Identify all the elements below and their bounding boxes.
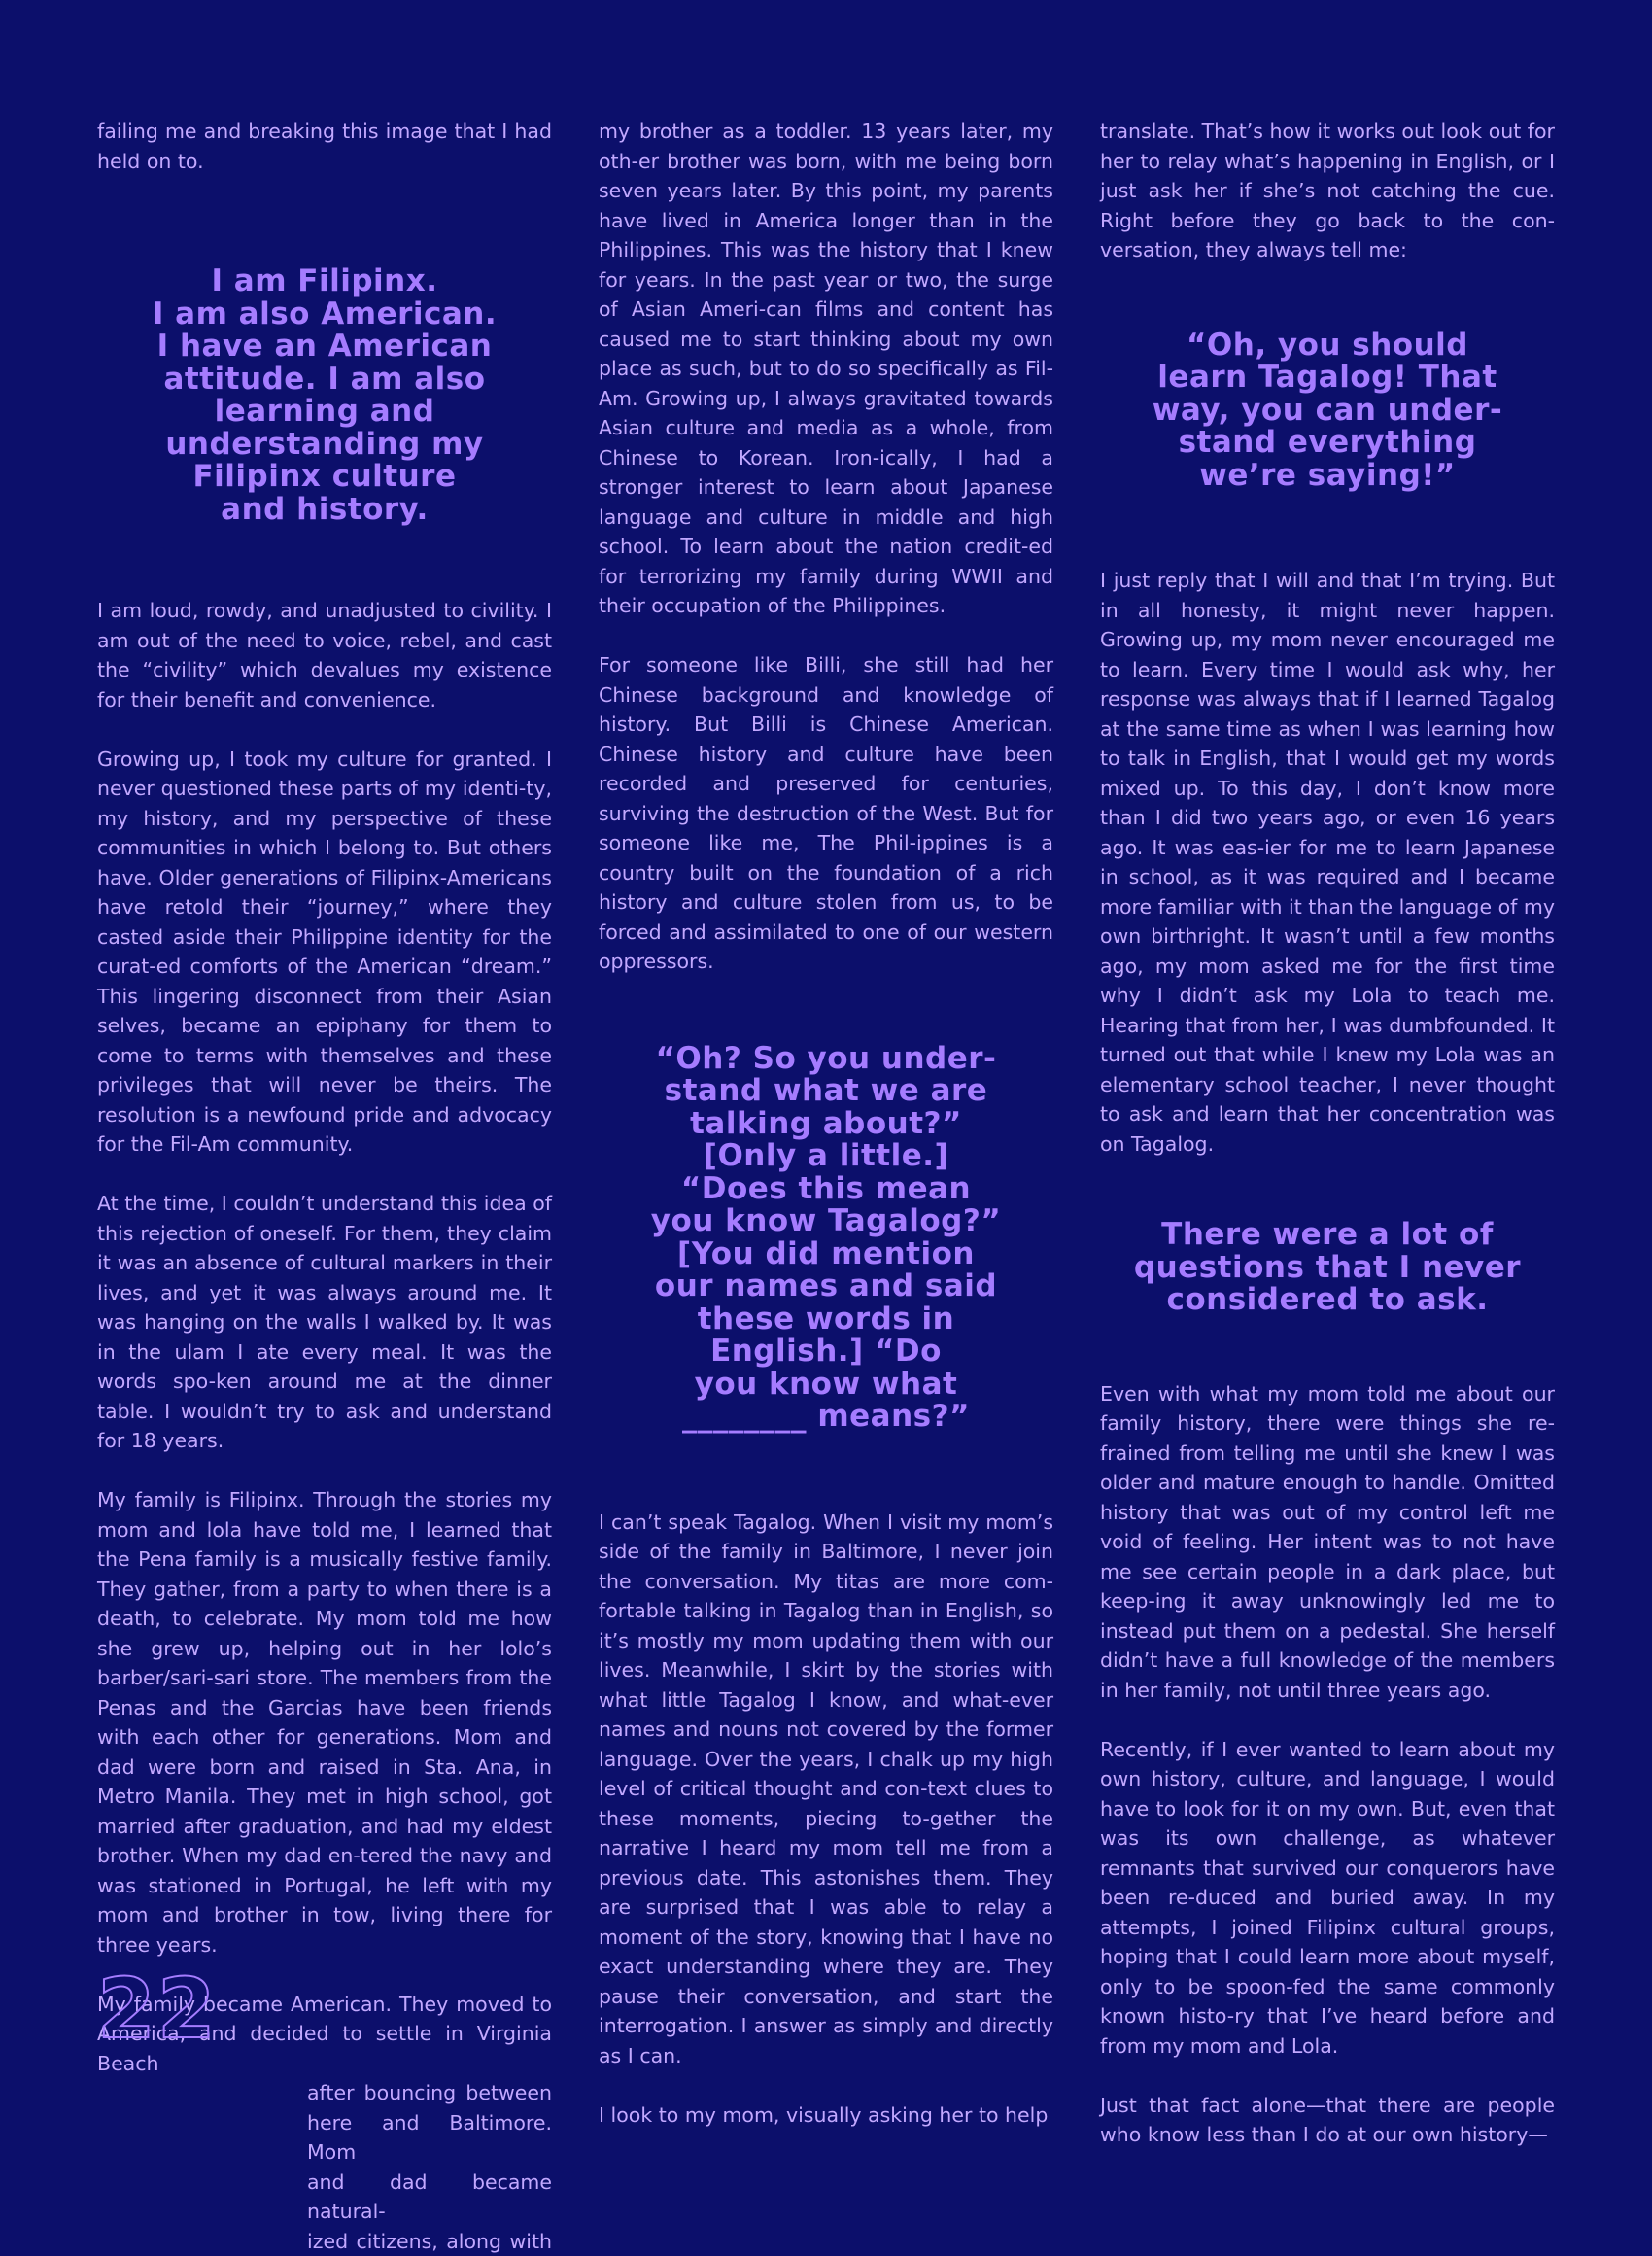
text-line: after bouncing between [97,2078,552,2108]
pull-quote [107,265,542,526]
pull-quote-line: considered to ask. [1106,1284,1549,1317]
page-number: 22 [97,1967,218,2051]
pull-quote-line: attitude. I am also [107,364,542,397]
text-line: America, and decided to settle in Virginia Beach [97,2019,552,2078]
pull-quote-line: you know Tagalog?” [604,1205,1048,1238]
column-3 [1100,117,1555,2150]
pull-quote-line: “Oh, you should [1106,330,1549,363]
pull-quote-line: and history. [107,494,542,527]
text-line: My family became American. They moved to [97,1990,552,2020]
paragraph: Just that fact alone—that there are people who know less than I do at our own history— [1100,2091,1555,2150]
paragraph: Even with what my mom told me about our family history, there were things she re-frained from telling me until she knew I was older and mature enough to handle. Omitted history that was out of my control left me void of feeling. Her intent was to not have me see certain people in a dark place, but keep-ing it away unknowingly led me to instead put them on a pedestal. She herself didn’t have a full knowledge of the members in her family, not until three years ago. [1100,1379,1555,1706]
pull-quote-line: learning and [107,396,542,429]
pull-quote-line: I have an American [107,330,542,364]
text-line: here and Baltimore. Mom [97,2108,552,2168]
pull-quote-line: learn Tagalog! That [1106,362,1549,395]
pull-quote-line: we’re saying!” [1106,460,1549,493]
pull-quote-line: questions that I never [1106,1252,1549,1285]
paragraph: I am loud, rowdy, and unadjusted to civility. I am out of the need to voice, rebel, and cast the “civility” which devalues my existence for their benefit and convenience. [97,596,552,714]
pull-quote-line: Filipinx culture [107,461,542,494]
paragraph: Recently, if I ever wanted to learn about my own history, culture, and language, I would have to look for it on my own. But, even that was its own challenge, as whatever remnants that survived our conquerors have been re-duced and buried away. In my attempts, I joined Filipinx cultural groups, hoping that I could learn more about myself, only to be spoon-fed the same commonly known histo-ry that I’ve heard before and from my mom and Lola. [1100,1735,1555,2062]
pull-quote-line: stand what we are [604,1075,1048,1108]
pull-quote [1106,330,1549,493]
pull-quote-line: stand everything [1106,427,1549,460]
paragraph: Growing up, I took my culture for granted. I never questioned these parts of my identi-ty, my history, and my perspective of these communities in which I belong to. But others have. Older generations of Filipinx-Americans have retold their “journey,” where they casted aside their Philippine identity for the curat-ed comforts of the American “dream.” This lingering disconnect from their Asian selves, became an epiphany for them to come to terms with themselves and these privileges that will never be theirs. The resolution is a newfound pride and advocacy for the Fil-Am community. [97,745,552,1160]
paragraph: my brother as a toddler. 13 years later, my oth-er brother was born, with me being born seven years later. By this point, my parents have lived in America longer than in the Philippines. This was the history that I knew for years. In the past year or two, the surge of Asian Ameri-can films and content has caused me to start thinking about my own place as such, but to do so specifically as Fil-Am. Growing up, I always gravitated towards Asian culture and media as a whole, from Chinese to Korean. Iron-ically, I had a stronger interest to learn about Japanese language and culture in middle and high school. To learn about the nation credit-ed for terrorizing my family during WWII and their occupation of the Philippines. [599,117,1053,621]
paragraph: At the time, I couldn’t understand this idea of this rejection of oneself. For them, they claim it was an absence of cultural markers in their lives, and yet it was always around me. It was hanging on the walls I walked by. It was in the ulam I ate every meal. It was the words spo-ken around me at the dinner table. I wouldn’t try to ask and understand for 18 years. [97,1189,552,1456]
pull-quote-line: [Only a little.] [604,1140,1048,1173]
pull-quote-line: talking about?” [604,1108,1048,1141]
paragraph: I can’t speak Tagalog. When I visit my mom’s side of the family in Baltimore, I never join the conversation. My titas are more com-fortable talking in Tagalog than in English, so it’s mostly my mom updating them with our lives. Meanwhile, I skirt by the stories with what little Tagalog I know, and what-ever names and nouns not covered by the former language. Over the years, I chalk up my high level of critical thought and con-text clues to these moments, piecing to-gether the narrative I heard my mom tell me from a previous date. This astonishes them. They are surprised that I was able to relay a moment of the story, knowing that I have no exact understanding where they are. They pause their conversation, and start the interrogation. I answer as simply and directly as I can. [599,1508,1053,2071]
pull-quote-line: “Oh? So you under- [604,1043,1048,1076]
paragraph: I look to my mom, visually asking her to help [599,2100,1053,2131]
paragraph: My family is Filipinx. Through the stories my mom and lola have told me, I learned that the Pena family is a musically festive family. They gather, from a party to when there is a death, to celebrate. My mom told me how she grew up, helping out in her lolo’s barber/sari-sari store. The members from the Penas and the Garcias have been friends with each other for generations. Mom and dad were born and raised in Sta. Ana, in Metro Manila. They met in high school, got married after graduation, and had my eldest brother. When my dad en-tered the navy and was stationed in Portugal, he left with my mom and brother in tow, living there for three years. [97,1485,552,1960]
pull-quote-line: I am also American. [107,298,542,331]
pull-quote-line: these words in [604,1303,1048,1336]
paragraph: I just reply that I will and that I’m trying. But in all honesty, it might never happen. Growing up, my mom never encouraged me to learn. Every time I would ask why, her response was always that if I learned Tagalog at the same time as when I was learning how to talk in English, that I would get my words mixed up. To this day, I don’t know more than I did two years ago, or even 16 years ago. It was eas-ier for me to learn Japanese in school, as it was required and I became more familiar with it than the language of my own birthright. It wasn’t until a few months ago, my mom asked me for the first time why I didn’t ask my Lola to teach me. Hearing that from her, I was dumbfounded. It turned out that while I knew my Lola was an elementary school teacher, I never thought to ask and learn that her concentration was on Tagalog. [1100,566,1555,1159]
pull-quote [604,1043,1048,1434]
pull-quote-line: understanding my [107,429,542,462]
pull-quote [1106,1219,1549,1317]
pull-quote-line: There were a lot of [1106,1219,1549,1252]
pull-quote-line: you know what [604,1369,1048,1402]
column-1 [97,117,552,2256]
pull-quote-line: ________ means?” [604,1401,1048,1434]
paragraph: For someone like Billi, she still had her Chinese background and knowledge of history. But Billi is Chinese American. Chinese history and culture have been recorded and preserved for centuries, surviving the destruction of the West. But for someone like me, The Phil-ippines is a country built on the foundation of a rich history and culture stolen from us, to be forced and assimilated to one of our western oppressors. [599,650,1053,977]
paragraph: failing me and breaking this image that I had held on to. [97,117,552,176]
pull-quote-line: “Does this mean [604,1173,1048,1206]
paragraph: translate. That’s how it works out look out for her to relay what’s happening in English, or I just ask her if she’s not catching the cue. Right before they go back to the con-versation, they always tell me: [1100,117,1555,265]
pull-quote-line: [You did mention [604,1238,1048,1271]
pull-quote-line: I am Filipinx. [107,265,542,298]
text-line: ized citizens, along with [97,2227,552,2256]
text-line: and dad became natural- [97,2168,552,2227]
pull-quote-line: our names and said [604,1270,1048,1303]
pull-quote-line: way, you can under- [1106,395,1549,428]
column-2 [599,117,1053,2130]
pull-quote-line: English.] “Do [604,1336,1048,1369]
